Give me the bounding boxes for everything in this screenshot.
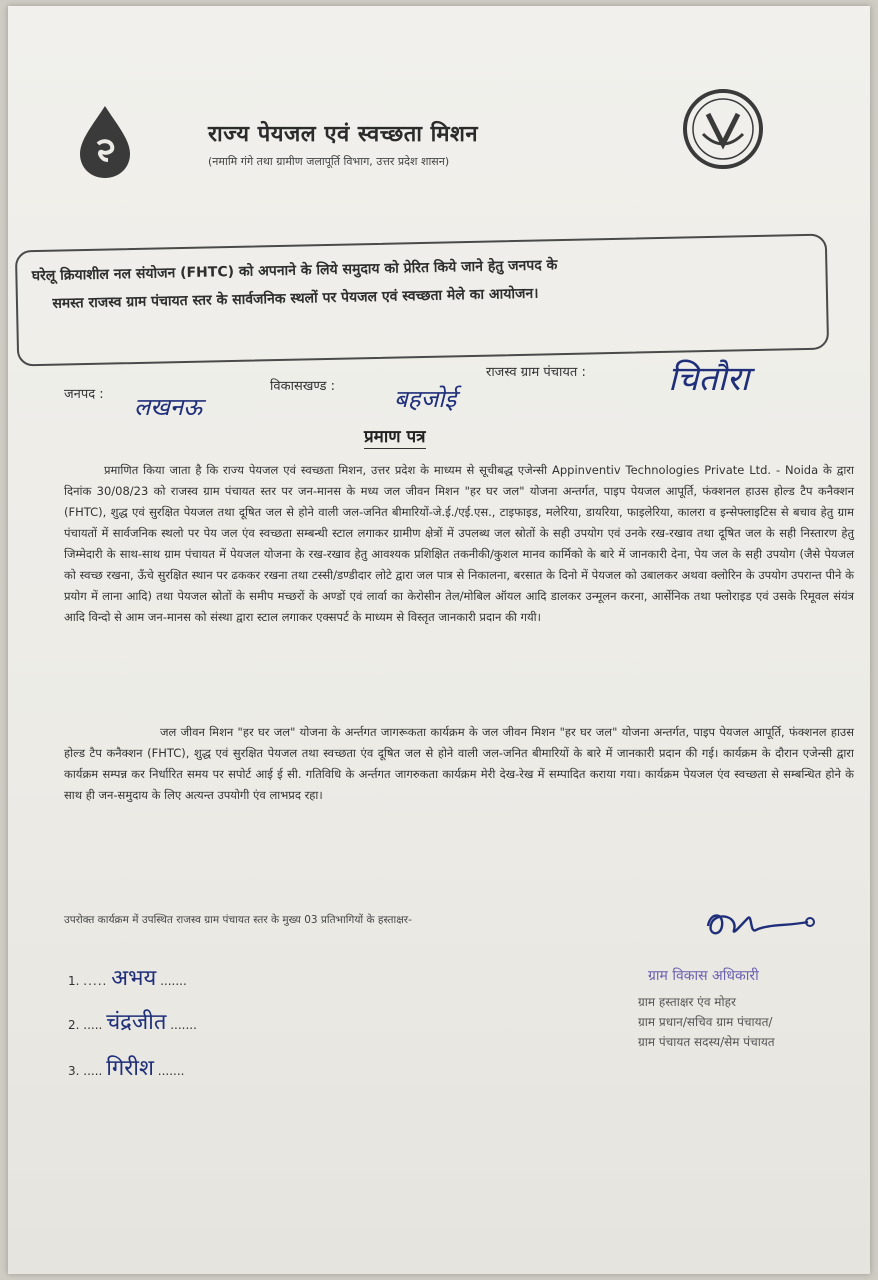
certificate-paragraph-1: प्रमाणित किया जाता है कि राज्य पेयजल एवं स्वच्छता मिशन, उत्तर प्रदेश के माध्यम से सूचीबद्ध एजेन्सी Appinventiv Technologies Private Ltd. - Noida के द्वारा दिनांक 30/08/23 को राजस्व ग्राम पंचायत स्तर पर जन-मानस के मध्य जल जीवन मिशन "हर घर जल" योजना अन्तर्गत, पाइप पेयजल आपूर्ति, फंक्शनल हाउस होल्ड टैप कनैक्शन (FHTC), शुद्ध एवं सुरक्षित पेयजल तथा दूषित जल से होने वाली जल-जनित बीमारियों-जे.ई./एई.एस., टाइफाइड, मलेरिया, डायरिया, फाइलेरिया, कालरा व इन्सेफ्लाइटिस से बचाव हेतु ग्राम पंचायतों में सार्वजनिक स्थलो पर पेय जल एंव स्वच्छता सम्बन्धी स्टाल लगाकर ग्रामीण क्षेत्रों में उपलब्ध जल स्रोतों के सही उपयोग एवं उनके रख-रखाव तथा दूषित जल के सही निस्तारण हेतु जिम्मेदारी के साथ-साथ ग्राम पंचायत में पेयजल योजना के रख-रखाव हेतु आवश्यक प्रशिक्षित तकनीकी/कुशल मानव कार्मिको के बारे में जानकारी देना, पेय जल के सही उपयोग (जैसे पेयजल को स्वच्छ रखना, ऊँचे सुरक्षित स्थान पर ढककर रखना तथा टस्सी/डण्डीदार लोटे द्वारा जल पात्र से निकालना, बरसात के दिनो में पेयजल को उबालकर अथवा क्लोरिन के उपयोग उपरान्त पीने के प्रयोग में लाना आदि) तथा पेयजल स्रोतों के समीप मच्छरों के अण्डों एवं लार्वा का केरोसीन तेल/मोबिल ऑयल आदि डालकर उन्मूलन करना, आर्सेनिक तथा फ्लोराइड एवं उसके रिमूवल संयंत्र आदि विन्दो से आम जन-मानस को संस्था द्वारा स्टाल लगाकर एक्सपर्ट के माध्यम से विस्तृत जानकारी प्रदान की गयी। [64,463,854,624]
gram-panchayat-label: राजस्व ग्राम पंचायत : [486,365,586,380]
officer-stamp-title: ग्राम विकास अधिकारी [648,968,759,984]
block-value: बहजोई [394,385,457,413]
representative-row-1: 1. ..... अभय ....... [68,966,187,991]
gram-panchayat-value: चितौरा [668,359,750,399]
block-label: विकासखण्ड : [270,379,336,394]
header-title: राज्य पेयजल एवं स्वच्छता मिशन [208,122,479,147]
officer-signature [698,904,818,944]
signatory-line-3: ग्राम पंचायत सदस्य/सेम पंचायत [638,1035,775,1049]
representative-number: 2. [68,1018,80,1032]
signatory-line-2: ग्राम प्रधान/सचिव ग्राम पंचायत/ [638,1015,773,1029]
representative-number: 3. [68,1064,80,1078]
certificate-title: प्रमाण पत्र [364,424,426,449]
representative-name: गिरीश [106,1056,154,1081]
district-value: लखनऊ [134,393,203,421]
representative-row-2: 2. ..... चंद्रजीत ....... [68,1010,197,1035]
header-subtitle: (नमामि गंगे तथा ग्रामीण जलापूर्ति विभाग, उत्तर प्रदेश शासन) [208,155,450,168]
certificate-paragraph-2: जल जीवन मिशन "हर घर जल" योजना के अर्न्तगत जागरूकता कार्यक्रम के जल जीवन मिशन "हर घर जल" योजना अन्तर्गत, पाइप पेयजल आपूर्ति, फंक्शनल हाउस होल्ड टैप कनैक्शन (FHTC), शुद्ध एवं सुरक्षित पेयजल तथा स्वच्छता एंव दूषित जल से होने वाली जल-जनित बीमारियों के बारे में जानकारी प्रदान की गई। कार्यक्रम के दौरान एजेन्सी द्वारा कार्यक्रम सम्पन्न कर निर्धारित समय पर सपोर्ट आई ई सी. गतिविधि के अर्न्तगत जागरुकता कार्यक्रम मेरी देख-रेख में सम्पादित कराया गया। कार्यक्रम पेयजल एंव स्वच्छता से सम्बन्धित होने के साथ ही जन-समुदाय के लिए अत्यन्त उपयोगी एंव लाभप्रद रहा। [64,725,854,802]
representatives-intro: उपरोक्त कार्यक्रम में उपस्थित राजस्व ग्राम पंचायत स्तर के मुख्य 03 प्रतिभागियों के हस्ताक्षर- [64,914,412,926]
representative-name: अभय [111,966,157,991]
district-label: जनपद : [64,387,104,402]
representative-number: 1. [68,974,80,988]
document-page [8,6,870,1274]
state-emblem-icon [678,84,768,174]
water-drop-logo-icon [70,102,140,192]
representative-name: चंद्रजीत [106,1010,167,1035]
banner-line-2: समस्त राजस्व ग्राम पंचायत स्तर के सार्वजनिक स्थलों पर पेयजल एवं स्वच्छता मेले का आयोजन। [52,285,539,312]
banner-line-1: घरेलू क्रियाशील नल संयोजन (FHTC) को अपनाने के लिये समुदाय को प्रेरित किये जाने हेतु जनपद के [31,257,558,285]
representative-row-3: 3. ..... गिरीश ....... [68,1056,185,1081]
signatory-line-1: ग्राम हस्ताक्षर एंव मोहर [638,995,736,1009]
signatory-block [638,992,868,1052]
